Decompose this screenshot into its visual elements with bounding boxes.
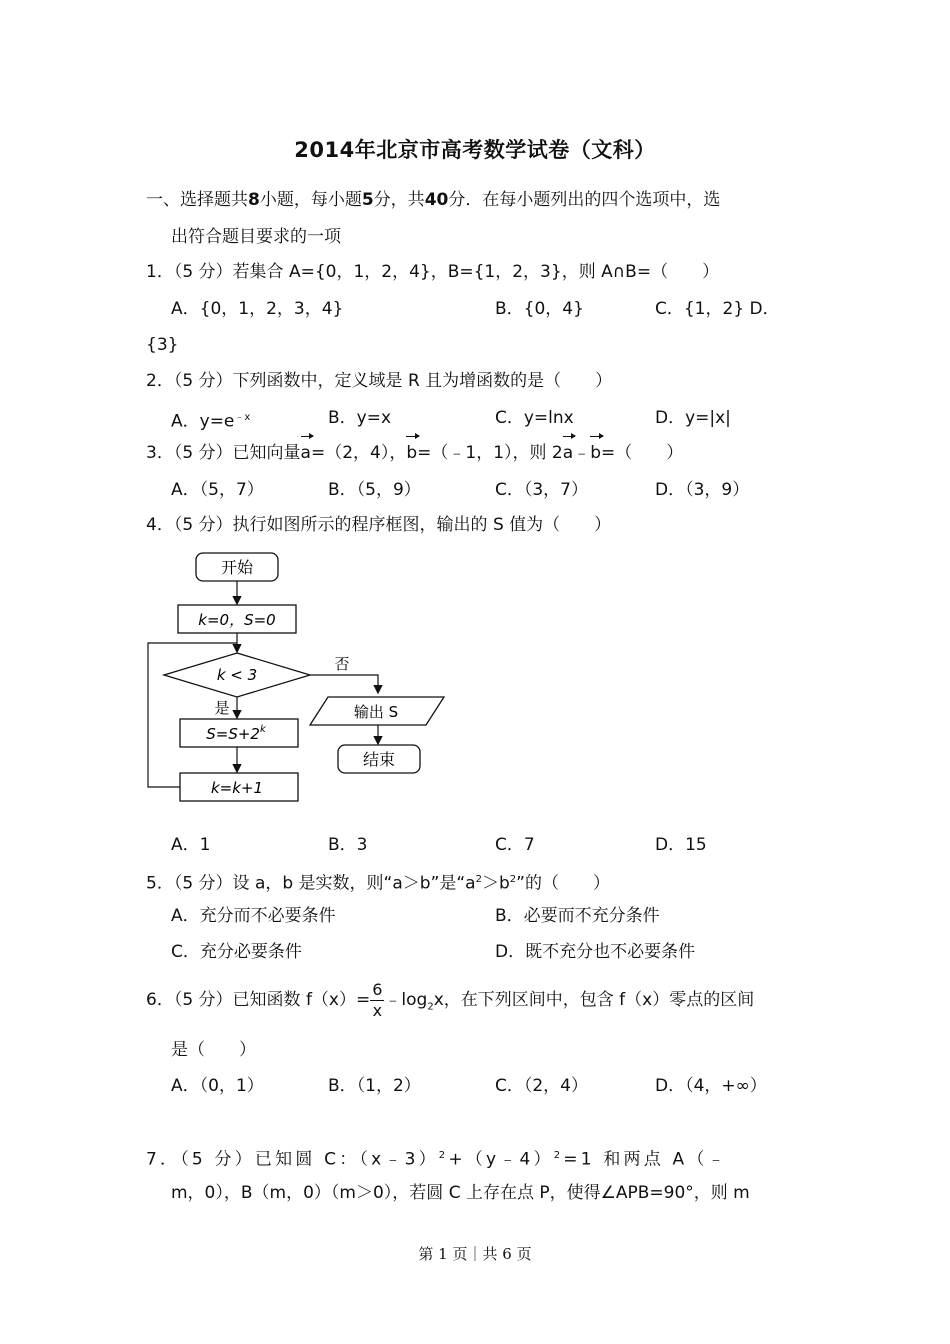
q6-option-d: D．（4，+∞） [655, 1076, 767, 1096]
q6-option-a: A．（0，1） [171, 1076, 264, 1096]
flow-update-s-exponent: k [259, 724, 266, 735]
question-4-stem: 4．（5 分）执行如图所示的程序框图，输出的 S 值为（ ） [146, 515, 612, 535]
q7-exponent: 2 [438, 1150, 449, 1161]
section-number: 8 [248, 190, 260, 210]
question-6-stem [146, 978, 754, 1029]
section-heading-line1 [146, 188, 720, 212]
section-number: 40 [424, 190, 449, 210]
q6-text: 6．（5 分）已知函数 f（x）= [146, 990, 371, 1010]
flow-output-label: 输出 S [353, 703, 399, 721]
flow-start-label: 开始 [220, 558, 254, 577]
q3-option-b: B．（5，9） [328, 480, 421, 500]
q2-option-a-text: A．y=e [171, 411, 235, 432]
q1-option-c: C．{1，2} D． [655, 299, 780, 319]
q3-option-d: D．（3，9） [655, 480, 750, 500]
q6-option-c: C．（2，4） [495, 1076, 589, 1096]
flow-update-s-label [206, 724, 267, 743]
page-title: 2014年北京市高考数学试卷（文科） [294, 138, 656, 162]
flow-yes-label: 是 [214, 699, 230, 717]
section-text: 分，共 [373, 190, 425, 210]
question-7-stem-line1 [146, 1144, 806, 1172]
section-text: 小题，每小题 [259, 190, 362, 210]
q5-exponent: 2 [475, 874, 482, 885]
flowchart [140, 545, 460, 815]
q5-exponent: 2 [509, 874, 517, 885]
q7-text: 7．（5 分）已知圆 C：（x﹣3） [146, 1149, 439, 1170]
q4-option-b: B．3 [328, 835, 368, 855]
q3-text: =（ ） [600, 443, 684, 463]
q1-option-b: B．{0，4} [495, 299, 584, 319]
q2-option-b: B．y=x [328, 408, 392, 428]
section-text: 分．在每小题列出的四个选项中，选 [448, 190, 721, 210]
q5-text: ＞b [481, 873, 510, 894]
q6-fraction-numerator: 6 [372, 979, 383, 999]
section-number: 5 [361, 190, 374, 210]
q3-text: =（2，4）， [310, 443, 407, 463]
q6-option-b: B．（1，2） [328, 1076, 421, 1096]
q4-option-c: C．7 [495, 835, 535, 855]
flow-init-label: k=0，S=0 [198, 611, 276, 629]
q5-text: ”的（ ） [516, 873, 610, 894]
q3-text: 3．（5 分）已知向量 [146, 443, 301, 463]
q7-text: =1 和两点 A（﹣ [563, 1149, 728, 1170]
q3-text: ﹣ [573, 443, 591, 463]
question-3-stem [146, 441, 683, 465]
q1-option-a: A．{0，1，2，3，4} [171, 299, 344, 319]
vector-a: a [562, 443, 574, 463]
page-footer: 第 1 页｜共 6 页 [418, 1245, 532, 1263]
q6-stem-line2: 是（ ） [171, 1040, 256, 1060]
q6-text: x，在下列区间中，包含 f（x）零点的区间 [433, 990, 755, 1010]
vector-a: a [300, 443, 311, 463]
flow-end-label: 结束 [362, 750, 396, 769]
q5-option-d: D．既不充分也不必要条件 [495, 942, 696, 962]
q7-exponent: 2 [553, 1150, 564, 1161]
q3-option-a: A．（5，7） [171, 480, 264, 500]
q6-fraction [370, 980, 384, 1021]
question-7-stem-line2: m，0），B（m，0）（m＞0），若圆 C 上存在点 P，使得∠APB=90°，则 m [171, 1183, 750, 1203]
q5-text: 5．（5 分）设 a，b 是实数，则“a＞b”是“a [146, 873, 476, 894]
flow-decision-label: k < 3 [216, 666, 258, 684]
q2-option-c: C．y=lnx [495, 408, 574, 428]
question-2-stem: 2．（5 分）下列函数中，定义域是 R 且为增函数的是（ ） [146, 371, 613, 391]
q1-option-d-wrap: {3} [146, 335, 179, 355]
flow-arrow-no [310, 675, 378, 692]
q2-option-a [171, 406, 250, 434]
question-5-stem [146, 868, 610, 896]
q5-option-b: B．必要而不充分条件 [495, 906, 660, 926]
q6-fraction-denominator: x [372, 1000, 383, 1020]
question-1-stem: 1．（5 分）若集合 A={0，1，2，4}，B={1，2，3}，则 A∩B=（ ） [146, 262, 720, 282]
flow-update-k-label: k=k+1 [210, 779, 264, 797]
q2-option-a-exponent: ﹣x [234, 412, 251, 423]
q5-option-a: A．充分而不必要条件 [171, 906, 336, 926]
q5-option-c: C．充分必要条件 [171, 942, 302, 962]
q4-option-d: D．15 [655, 835, 707, 855]
flow-no-label: 否 [334, 655, 350, 673]
section-text: 一、选择题共 [146, 190, 248, 210]
q6-log-base: 2 [427, 1001, 434, 1013]
q3-option-c: C．（3，7） [495, 480, 589, 500]
section-heading-line2: 出符合题目要求的一项 [171, 227, 341, 247]
vector-b: b [590, 443, 601, 463]
q2-option-d: D．y=|x| [655, 408, 731, 428]
flow-update-s-text: S=S+2 [206, 725, 260, 743]
vector-b: b [406, 443, 418, 463]
q7-text: +（y﹣4） [448, 1149, 554, 1170]
q3-text: =（﹣1，1），则 2 [417, 443, 563, 463]
q4-option-a: A．1 [171, 835, 211, 855]
q6-text: ﹣log [384, 990, 428, 1010]
